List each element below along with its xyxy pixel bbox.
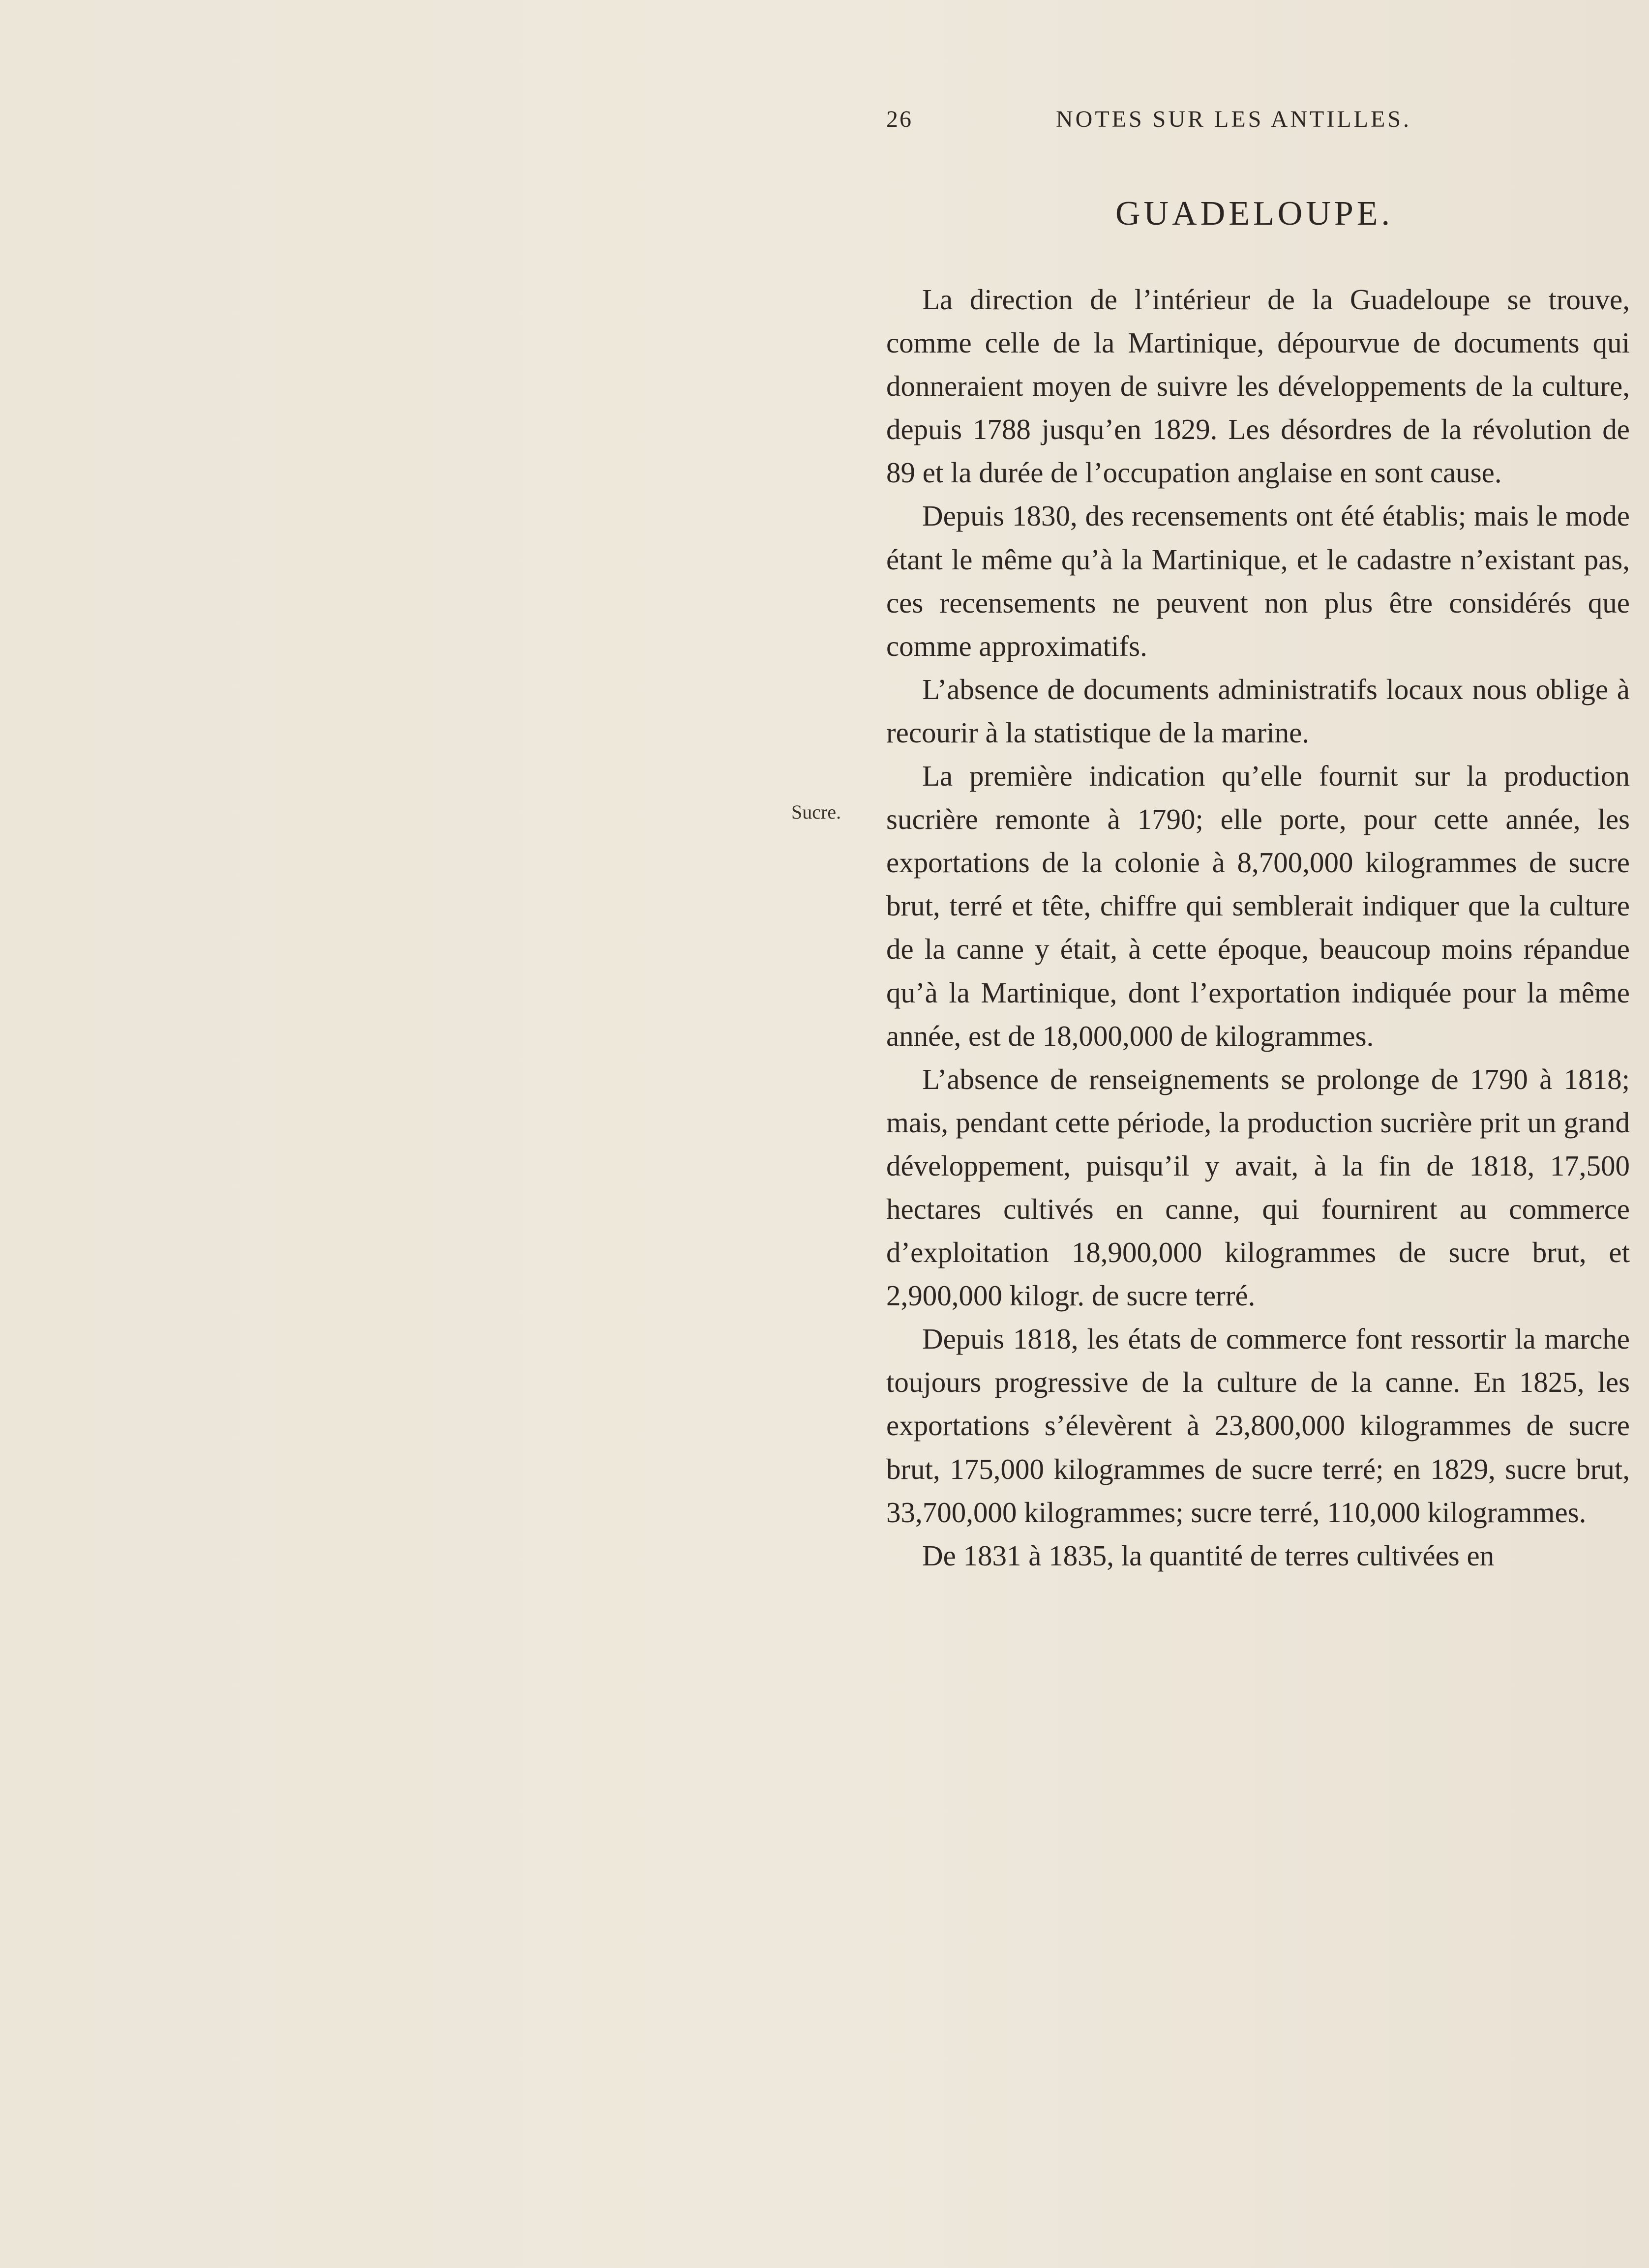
paragraph: La direction de l’intérieur de la Guadeloupe se trouve, comme celle de la Martinique, dépourvue de documents qui donneraient moyen de suivre les développements de la culture, depuis 1788 jusqu’en 1829. Les désordres de la révolution de 89 et la durée de l’occupation anglaise en sont cause. (886, 283, 1630, 489)
paragraph: Depuis 1830, des recensements ont été établis; mais le mode étant le même qu’à la Martinique, et le cadastre n’existant pas, ces recensements ne peuvent non plus être considérés que comme approximatifs. (886, 500, 1630, 662)
body-text (886, 278, 1630, 1577)
margin-note-sucre: Sucre. (791, 801, 841, 823)
paragraph: L’absence de renseignements se prolonge de 1790 à 1818; mais, pendant cette période, la production sucrière prit un grand développement, puisqu’il y avait, à la fin de 1818, 17,500 hectares cultivés en canne, qui fournirent au commerce d’exploitation 18,900,000 kilogrammes de sucre brut, et 2,900,000 kilogr. de sucre terré. (886, 1062, 1630, 1312)
paragraph: Depuis 1818, les états de commerce font ressortir la marche toujours progressive de la culture de la canne. En 1825, les exportations s’élevèrent à 23,800,000 kilogrammes de sucre brut, 175,000 kilogrammes de sucre terré; en 1829, sucre brut, 33,700,000 kilogrammes; sucre terré, 110,000 kilogrammes. (886, 1323, 1630, 1529)
page-number: 26 (886, 106, 913, 132)
page-header (886, 106, 1457, 140)
section-title: GUADELOUPE. (1115, 195, 1394, 233)
running-head: NOTES SUR LES ANTILLES. (1056, 106, 1412, 132)
paragraph: La première indication qu’elle fournit sur la production sucrière remonte à 1790; elle porte, pour cette année, les exportations de la colonie à 8,700,000 kilogrammes de sucre brut, terré et tête, chiffre qui semblerait indiquer que la culture de la canne y était, à cette époque, beaucoup moins répandue qu’à la Martinique, dont l’exportation indiquée pour la même année, est de 18,000,000 de kilogrammes. (886, 760, 1630, 1052)
paragraph: L’absence de documents administratifs locaux nous oblige à recourir à la statistique de la marine. (886, 673, 1630, 749)
paragraph: De 1831 à 1835, la quantité de terres cultivées en (922, 1539, 1495, 1572)
